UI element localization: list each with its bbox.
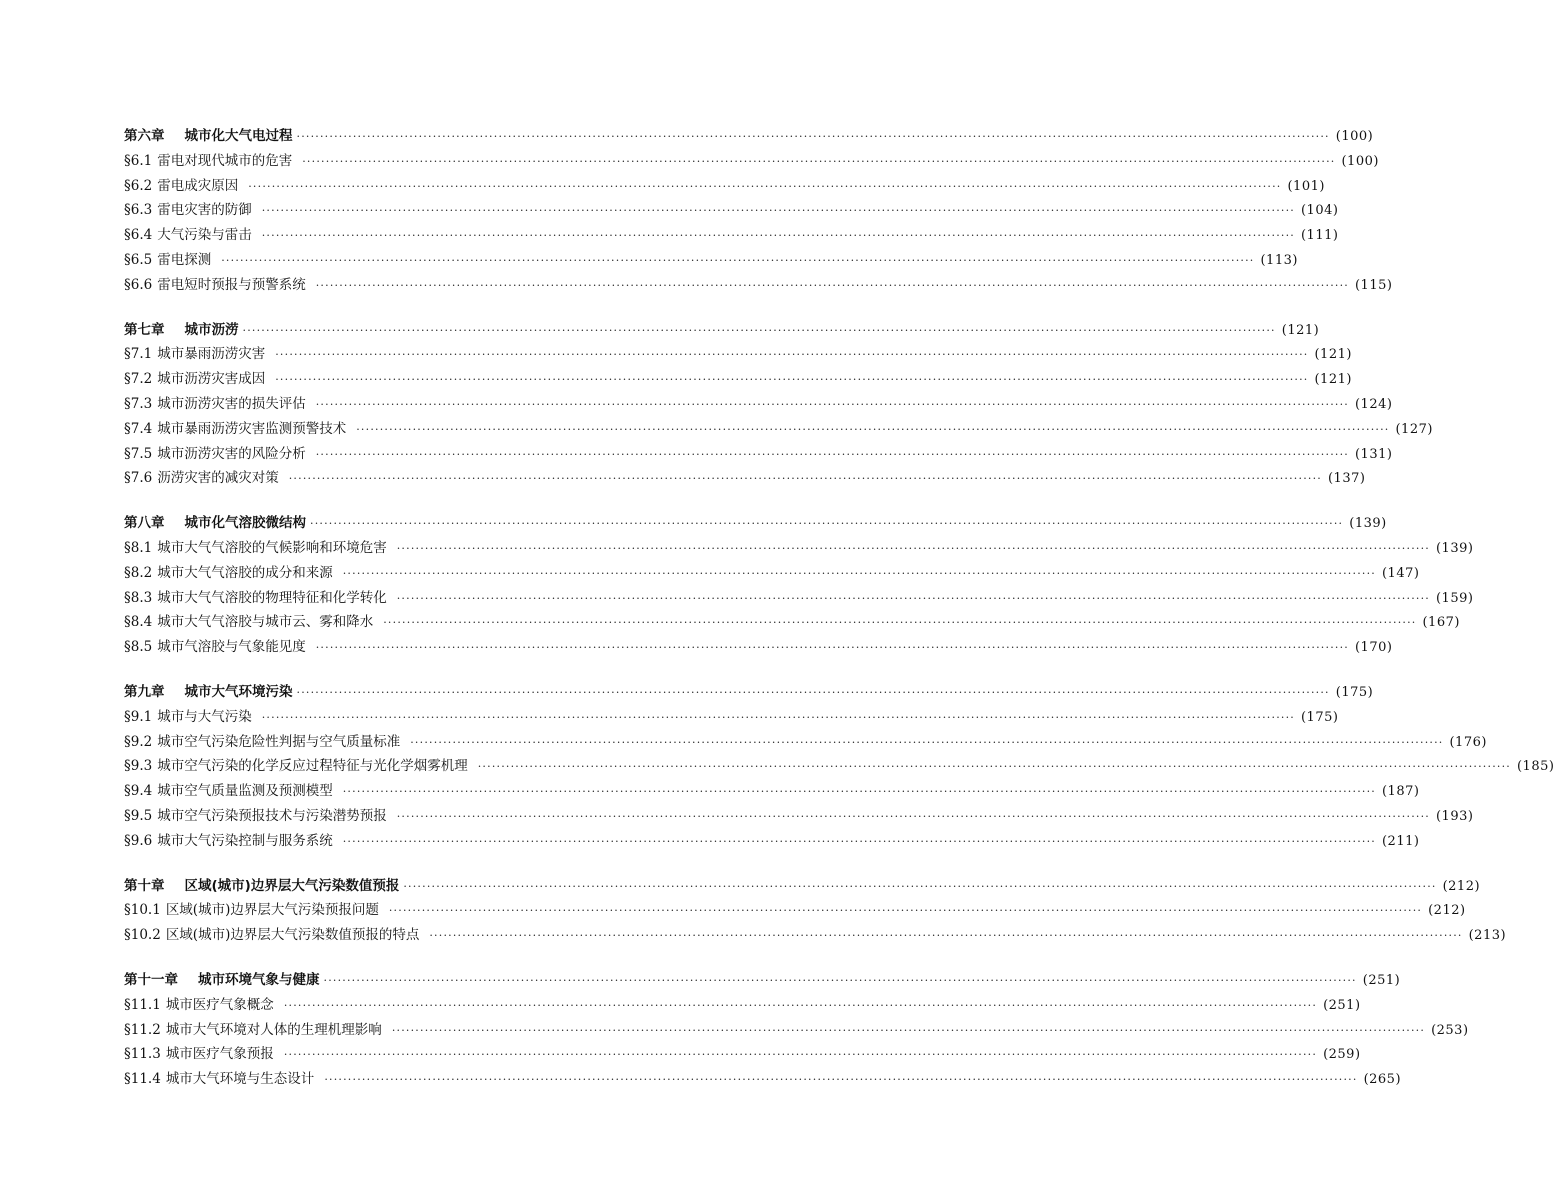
section-number: §9.4 xyxy=(124,783,153,800)
dot-leader: ···························································································································································································································· xyxy=(315,397,1349,411)
section-number: §7.1 xyxy=(124,346,153,363)
section-number: §8.3 xyxy=(124,589,153,606)
section-title: 沥涝灾害的减灾对策 xyxy=(157,470,279,487)
page-number: (212) xyxy=(1428,903,1466,919)
section-entry xyxy=(124,923,1507,948)
dot-leader: ···························································································································································································································· xyxy=(242,323,1276,337)
dot-leader: ···························································································································································································································· xyxy=(288,472,1322,486)
section-number: §9.3 xyxy=(124,758,153,775)
chapter-block xyxy=(124,318,1433,492)
section-entry xyxy=(124,417,1433,442)
chapter-heading xyxy=(124,680,1374,705)
section-number: §9.2 xyxy=(124,733,153,750)
dot-leader: ···························································································································································································································· xyxy=(315,278,1349,292)
chapter-title: 城市沥涝 xyxy=(184,321,239,338)
section-entry xyxy=(124,273,1393,298)
page-number: (170) xyxy=(1354,640,1393,656)
section-entry xyxy=(124,367,1352,392)
dot-leader: ···························································································································································································································· xyxy=(323,973,1357,987)
section-title: 雷电灾害的防御 xyxy=(157,202,252,219)
section-entry xyxy=(124,635,1393,660)
page-number: (259) xyxy=(1323,1047,1361,1063)
section-number: §6.1 xyxy=(124,152,153,169)
section-entry xyxy=(124,561,1420,586)
dot-leader: ···························································································································································································································· xyxy=(396,809,1430,823)
chapter-number: 第八章 xyxy=(124,515,165,532)
dot-leader: ···························································································································································································································· xyxy=(324,1073,1358,1087)
dot-leader: ···························································································································································································································· xyxy=(429,929,1463,943)
chapter-number: 第十一章 xyxy=(124,971,178,988)
section-entry xyxy=(124,829,1420,854)
section-entry xyxy=(124,586,1474,611)
section-title: 区域(城市)边界层大气污染数值预报的特点 xyxy=(165,927,420,944)
page-number: (121) xyxy=(1314,372,1352,388)
chapter-title: 城市环境气象与健康 xyxy=(198,971,320,988)
section-title: 城市空气污染危险性判据与空气质量标准 xyxy=(157,733,401,750)
section-entry xyxy=(124,1018,1469,1043)
page-number: (124) xyxy=(1354,396,1393,412)
section-title: 大气污染与雷击 xyxy=(157,227,252,244)
dot-leader: ···························································································································································································································· xyxy=(315,641,1349,655)
page-number: (213) xyxy=(1468,928,1507,944)
chapter-title: 城市化气溶胶微结构 xyxy=(184,515,306,532)
page-number: (251) xyxy=(1323,997,1361,1013)
section-number: §8.2 xyxy=(124,564,153,581)
section-number: §6.2 xyxy=(124,177,153,194)
page-number: (159) xyxy=(1435,590,1474,606)
section-number: §7.5 xyxy=(124,445,153,462)
chapter-number: 第十章 xyxy=(124,877,165,894)
section-number: §11.2 xyxy=(124,1021,161,1038)
section-number: §8.1 xyxy=(124,539,153,556)
section-title: 城市沥涝灾害成因 xyxy=(157,371,266,388)
section-number: §9.1 xyxy=(124,708,153,725)
section-entry xyxy=(124,705,1339,730)
section-entry xyxy=(124,993,1361,1018)
dot-leader: ···························································································································································································································· xyxy=(477,760,1511,774)
section-title: 城市空气质量监测及预测模型 xyxy=(157,783,333,800)
dot-leader: ···························································································································································································································· xyxy=(410,735,1444,749)
section-entry xyxy=(124,779,1420,804)
dot-leader: ···························································································································································································································· xyxy=(302,154,1336,168)
page-number: (139) xyxy=(1435,540,1474,556)
page-number: (139) xyxy=(1349,516,1387,532)
section-number: §7.2 xyxy=(124,371,153,388)
page-number: (100) xyxy=(1341,153,1379,169)
chapter-heading xyxy=(124,511,1387,536)
dot-leader: ···························································································································································································································· xyxy=(396,541,1430,555)
dot-leader: ···························································································································································································································· xyxy=(342,785,1376,799)
dot-leader: ···························································································································································································································· xyxy=(261,229,1295,243)
chapter-block xyxy=(124,874,1507,948)
chapter-heading xyxy=(124,968,1401,993)
section-number: §11.3 xyxy=(124,1046,161,1063)
dot-leader: ···························································································································································································································· xyxy=(342,834,1376,848)
page-number: (121) xyxy=(1281,322,1320,338)
dot-leader: ···························································································································································································································· xyxy=(283,998,1318,1012)
section-title: 城市空气污染的化学反应过程特征与光化学烟雾机理 xyxy=(157,758,468,775)
page-number: (251) xyxy=(1362,972,1401,988)
section-entry xyxy=(124,466,1366,491)
chapter-number: 第九章 xyxy=(124,683,165,700)
section-number: §10.1 xyxy=(124,902,161,919)
chapter-heading xyxy=(124,124,1374,149)
section-title: 雷电成灾原因 xyxy=(157,177,239,194)
section-number: §7.6 xyxy=(124,470,153,487)
page-number: (147) xyxy=(1381,565,1420,581)
page-number: (265) xyxy=(1363,1072,1402,1088)
section-title: 雷电对现代城市的危害 xyxy=(157,152,293,169)
section-entry xyxy=(124,1067,1402,1092)
page-number: (176) xyxy=(1449,734,1487,750)
section-entry xyxy=(124,223,1339,248)
page-number: (175) xyxy=(1335,684,1374,700)
section-entry xyxy=(124,804,1474,829)
page-number: (111) xyxy=(1300,228,1339,244)
chapter-block xyxy=(124,124,1393,298)
chapter-heading xyxy=(124,318,1320,343)
page-number: (167) xyxy=(1422,615,1460,631)
dot-leader: ···························································································································································································································· xyxy=(296,685,1330,699)
dot-leader: ···························································································································································································································· xyxy=(283,1048,1318,1062)
dot-leader: ···························································································································································································································· xyxy=(391,1023,1426,1037)
chapter-title: 区域(城市)边界层大气污染数值预报 xyxy=(184,877,400,894)
chapter-block xyxy=(124,511,1474,660)
section-entry xyxy=(124,174,1325,199)
chapter-number: 第六章 xyxy=(124,128,165,144)
chapter-title: 城市大气环境污染 xyxy=(184,683,293,700)
page-number: (137) xyxy=(1327,471,1366,487)
chapter-block xyxy=(124,968,1469,1092)
section-number: §8.5 xyxy=(124,639,153,656)
chapter-title: 城市化大气电过程 xyxy=(184,128,293,144)
dot-leader: ···························································································································································································································· xyxy=(356,422,1390,436)
section-title: 城市大气气溶胶的物理特征和化学转化 xyxy=(157,589,387,606)
section-number: §6.4 xyxy=(124,227,153,244)
section-entry xyxy=(124,1042,1361,1067)
dot-leader: ···························································································································································································································· xyxy=(396,591,1430,605)
chapter-number: 第七章 xyxy=(124,321,165,338)
section-title: 城市医疗气象概念 xyxy=(165,996,274,1013)
page-number: (127) xyxy=(1395,421,1433,437)
section-title: 城市大气污染控制与服务系统 xyxy=(157,832,333,849)
page-number: (187) xyxy=(1381,784,1420,800)
page-number: (175) xyxy=(1300,709,1339,725)
page-number: (115) xyxy=(1354,277,1393,293)
page-number: (253) xyxy=(1431,1022,1469,1038)
section-title: 城市大气气溶胶的气候影响和环境危害 xyxy=(157,539,387,556)
page-number: (212) xyxy=(1442,878,1481,894)
section-title: 城市沥涝灾害的风险分析 xyxy=(157,445,306,462)
section-title: 城市与大气污染 xyxy=(157,708,252,725)
section-title: 雷电短时预报与预警系统 xyxy=(157,276,306,293)
section-title: 区域(城市)边界层大气污染预报问题 xyxy=(165,902,379,919)
section-number: §10.2 xyxy=(124,927,161,944)
section-title: 城市大气环境对人体的生理机理影响 xyxy=(165,1021,382,1038)
section-title: 城市气溶胶与气象能见度 xyxy=(157,639,306,656)
page-number: (211) xyxy=(1381,833,1420,849)
page-number: (104) xyxy=(1300,203,1339,219)
section-entry xyxy=(124,610,1460,635)
dot-leader: ···························································································································································································································· xyxy=(383,616,1417,630)
section-number: §9.6 xyxy=(124,832,153,849)
section-title: 城市医疗气象预报 xyxy=(165,1046,274,1063)
section-number: §7.4 xyxy=(124,420,153,437)
section-entry xyxy=(124,198,1339,223)
section-number: §6.3 xyxy=(124,202,153,219)
section-number: §11.1 xyxy=(124,996,161,1013)
section-number: §11.4 xyxy=(124,1071,161,1088)
section-entry xyxy=(124,442,1393,467)
section-number: §8.4 xyxy=(124,614,153,631)
section-number: §7.3 xyxy=(124,395,153,412)
section-title: 雷电探测 xyxy=(157,251,212,268)
section-number: §6.6 xyxy=(124,276,153,293)
section-entry xyxy=(124,342,1352,367)
dot-leader: ···························································································································································································································· xyxy=(388,904,1423,918)
dot-leader: ···························································································································································································································· xyxy=(342,566,1376,580)
section-title: 城市暴雨沥涝灾害 xyxy=(157,346,266,363)
page-number: (121) xyxy=(1314,347,1352,363)
dot-leader: ···························································································································································································································· xyxy=(275,373,1309,387)
dot-leader: ···························································································································································································································· xyxy=(296,130,1330,143)
page-number: (131) xyxy=(1354,446,1393,462)
dot-leader: ···························································································································································································································· xyxy=(221,253,1255,267)
dot-leader: ···························································································································································································································· xyxy=(403,879,1437,893)
section-entry xyxy=(124,536,1474,561)
section-title: 城市暴雨沥涝灾害监测预警技术 xyxy=(157,420,347,437)
chapter-heading xyxy=(124,874,1481,899)
page-number: (193) xyxy=(1435,808,1474,824)
section-title: 城市沥涝灾害的损失评估 xyxy=(157,395,306,412)
section-title: 城市大气气溶胶的成分和来源 xyxy=(157,564,333,581)
chapter-block xyxy=(124,680,1554,854)
section-entry xyxy=(124,730,1487,755)
page-number: (100) xyxy=(1335,129,1374,144)
dot-leader: ···························································································································································································································· xyxy=(261,204,1295,218)
dot-leader: ···························································································································································································································· xyxy=(310,517,1344,531)
section-entry xyxy=(124,392,1393,417)
section-title: 城市空气污染预报技术与污染潜势预报 xyxy=(157,807,387,824)
section-title: 城市大气环境与生态设计 xyxy=(165,1071,315,1088)
page-number: (101) xyxy=(1287,178,1325,194)
dot-leader: ···························································································································································································································· xyxy=(261,710,1295,724)
section-number: §6.5 xyxy=(124,251,153,268)
table-of-contents xyxy=(124,124,1554,1112)
section-entry xyxy=(124,248,1298,273)
page-number: (113) xyxy=(1260,252,1298,268)
section-entry xyxy=(124,149,1379,174)
page-number: (185) xyxy=(1516,759,1554,775)
dot-leader: ···························································································································································································································· xyxy=(315,447,1349,461)
dot-leader: ···························································································································································································································· xyxy=(275,348,1309,362)
section-entry xyxy=(124,754,1554,779)
section-entry xyxy=(124,898,1466,923)
section-number: §9.5 xyxy=(124,807,153,824)
dot-leader: ···························································································································································································································· xyxy=(248,179,1282,193)
section-title: 城市大气气溶胶与城市云、雾和降水 xyxy=(157,614,374,631)
